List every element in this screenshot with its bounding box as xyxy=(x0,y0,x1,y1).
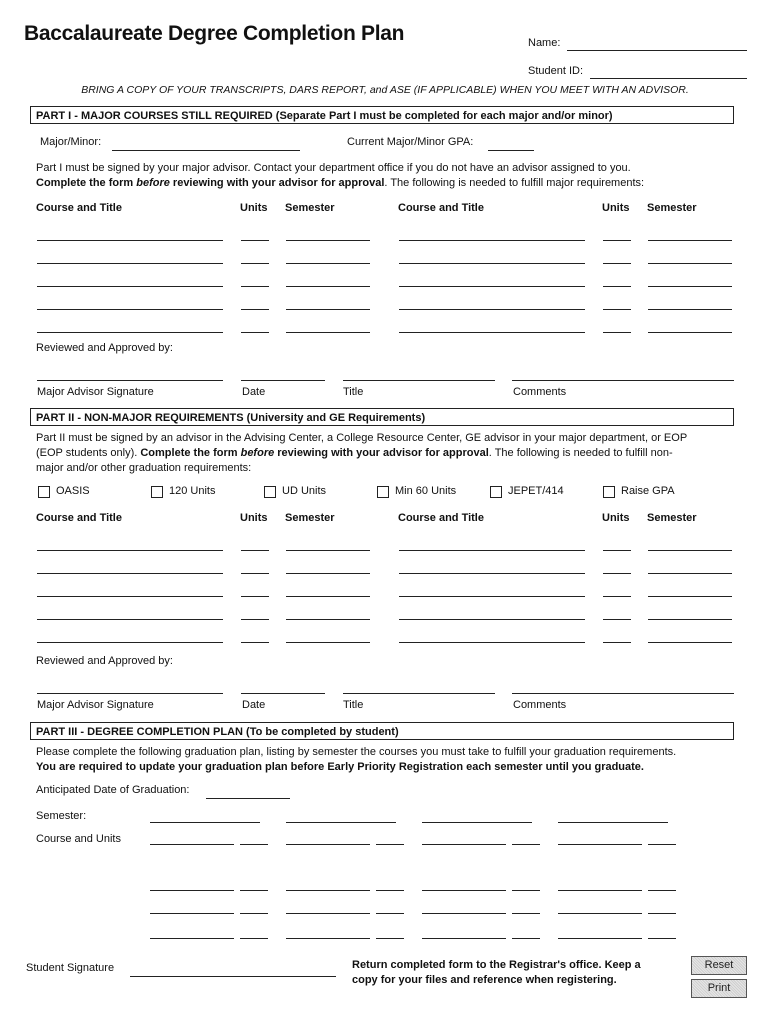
plan-sem1-row1-units-field[interactable] xyxy=(240,844,268,845)
part1-heading: PART I - MAJOR COURSES STILL REQUIRED (Separate Part I must be completed for each major and/or minor) xyxy=(30,106,734,124)
part1-row3-left-units-field[interactable] xyxy=(241,286,269,287)
part1-row1-left-course-title-field[interactable] xyxy=(37,240,223,241)
plan-sem2-row3-course-field[interactable] xyxy=(286,913,370,914)
student-signature-field[interactable] xyxy=(130,976,336,977)
part2-row4-left-course-title-field[interactable] xyxy=(37,619,223,620)
part1-line2-tail: . The following is needed to fulfill major requirements: xyxy=(384,177,645,189)
part2-row2-left-units-field[interactable] xyxy=(241,573,269,574)
part2-row5-right-units-field[interactable] xyxy=(603,642,631,643)
ud-units-checkbox[interactable] xyxy=(264,486,276,498)
return-line1: Return completed form to the Registrar's office. Keep a xyxy=(352,959,641,971)
plan-semester-1-field[interactable] xyxy=(150,822,260,823)
part2-row2-right-semester-field[interactable] xyxy=(648,573,732,574)
return-instructions xyxy=(352,958,641,988)
part1-row2-left-units-field[interactable] xyxy=(241,263,269,264)
plan-sem4-row1-course-field[interactable] xyxy=(558,844,642,845)
part1-row5-right-course-title-field[interactable] xyxy=(399,332,585,333)
part1-row4-right-units-field[interactable] xyxy=(603,309,631,310)
part1-row2-right-semester-field[interactable] xyxy=(648,263,732,264)
plan-sem4-row2-units-field[interactable] xyxy=(648,890,676,891)
col-semester-1b: Semester xyxy=(647,202,697,214)
120-units-label: 120 Units xyxy=(169,485,216,497)
min-60-units-label: Min 60 Units xyxy=(395,485,457,497)
part2-row5-right-semester-field[interactable] xyxy=(648,642,732,643)
part2-instructions-line2 xyxy=(36,446,687,461)
part2-row4-left-units-field[interactable] xyxy=(241,619,269,620)
part2-row4-right-semester-field[interactable] xyxy=(648,619,732,620)
part2-row2-right-course-title-field[interactable] xyxy=(399,573,585,574)
course-units-label: Course and Units xyxy=(36,833,121,845)
120-units-checkbox[interactable] xyxy=(151,486,163,498)
plan-sem3-row3-course-field[interactable] xyxy=(422,913,506,914)
plan-sem3-row1-course-field[interactable] xyxy=(422,844,506,845)
plan-sem2-row2-units-field[interactable] xyxy=(376,890,404,891)
col-units-2a: Units xyxy=(240,512,268,524)
title-field-2[interactable] xyxy=(343,693,495,694)
part1-row4-right-course-title-field[interactable] xyxy=(399,309,585,310)
part1-row1-right-course-title-field[interactable] xyxy=(399,240,585,241)
plan-sem2-row4-units-field[interactable] xyxy=(376,938,404,939)
col-units-1b: Units xyxy=(602,202,630,214)
plan-semester-3-field[interactable] xyxy=(422,822,532,823)
col-course-1a: Course and Title xyxy=(36,202,122,214)
plan-sem4-row2-course-field[interactable] xyxy=(558,890,642,891)
raise-gpa-label: Raise GPA xyxy=(621,485,675,497)
part1-row3-left-semester-field[interactable] xyxy=(286,286,370,287)
plan-sem2-row1-course-field[interactable] xyxy=(286,844,370,845)
plan-sem1-row2-course-field[interactable] xyxy=(150,890,234,891)
part1-instructions xyxy=(36,161,644,191)
part2-row1-left-semester-field[interactable] xyxy=(286,550,370,551)
part2-instructions-line3: major and/or other graduation requirements: xyxy=(36,462,252,474)
plan-sem2-row3-units-field[interactable] xyxy=(376,913,404,914)
col-units-2b: Units xyxy=(602,512,630,524)
part1-row5-left-course-title-field[interactable] xyxy=(37,332,223,333)
student-id-field[interactable] xyxy=(590,78,747,79)
raise-gpa-checkbox[interactable] xyxy=(603,486,615,498)
part2-bold-d: reviewing with your advisor for approval xyxy=(274,447,489,459)
major-minor-label: Major/Minor: xyxy=(40,136,102,148)
plan-sem1-row3-units-field[interactable] xyxy=(240,913,268,914)
part2-row3-right-semester-field[interactable] xyxy=(648,596,732,597)
part1-row5-right-semester-field[interactable] xyxy=(648,332,732,333)
jepet-414-label: JEPET/414 xyxy=(508,485,564,497)
advisor-signature-label-2: Major Advisor Signature xyxy=(37,699,154,711)
part2-row1-right-course-title-field[interactable] xyxy=(399,550,585,551)
comments-label-1: Comments xyxy=(513,386,567,398)
plan-sem3-row2-course-field[interactable] xyxy=(422,890,506,891)
col-semester-2b: Semester xyxy=(647,512,697,524)
part1-row4-left-semester-field[interactable] xyxy=(286,309,370,310)
part2-row3-right-units-field[interactable] xyxy=(603,596,631,597)
part3-heading: PART III - DEGREE COMPLETION PLAN (To be completed by student) xyxy=(30,722,734,740)
part2-heading: PART II - NON-MAJOR REQUIREMENTS (University and GE Requirements) xyxy=(30,408,734,426)
part2-bold-italic-before: before xyxy=(240,447,275,459)
date-label-2: Date xyxy=(242,699,266,711)
plan-sem1-row3-course-field[interactable] xyxy=(150,913,234,914)
date-label-1: Date xyxy=(242,386,266,398)
part2-row3-left-course-title-field[interactable] xyxy=(37,596,223,597)
plan-sem3-row4-units-field[interactable] xyxy=(512,938,540,939)
col-course-1b: Course and Title xyxy=(398,202,484,214)
jepet-414-checkbox[interactable] xyxy=(490,486,502,498)
part1-row1-right-semester-field[interactable] xyxy=(648,240,732,241)
part1-bold-italic-before: before xyxy=(136,177,170,189)
student-signature-label: Student Signature xyxy=(26,962,115,974)
plan-sem4-row3-course-field[interactable] xyxy=(558,913,642,914)
form-title: Baccalaureate Degree Completion Plan xyxy=(24,22,405,45)
plan-sem3-row1-units-field[interactable] xyxy=(512,844,540,845)
part1-row4-left-course-title-field[interactable] xyxy=(37,309,223,310)
part1-row4-right-semester-field[interactable] xyxy=(648,309,732,310)
part1-row3-right-semester-field[interactable] xyxy=(648,286,732,287)
semester-label: Semester: xyxy=(36,810,87,822)
student-id-label: Student ID: xyxy=(528,65,584,77)
plan-sem2-row2-course-field[interactable] xyxy=(286,890,370,891)
comments-field-1[interactable] xyxy=(512,380,734,381)
col-course-2a: Course and Title xyxy=(36,512,122,524)
part2-row3-right-course-title-field[interactable] xyxy=(399,596,585,597)
part2-row1-left-course-title-field[interactable] xyxy=(37,550,223,551)
part1-bold-a: Complete the form xyxy=(36,177,137,189)
part1-row3-left-course-title-field[interactable] xyxy=(37,286,223,287)
name-label: Name: xyxy=(528,37,561,49)
plan-sem4-row4-course-field[interactable] xyxy=(558,938,642,939)
title-label-1: Title xyxy=(343,386,364,398)
part2-row1-right-units-field[interactable] xyxy=(603,550,631,551)
plan-sem4-row1-units-field[interactable] xyxy=(648,844,676,845)
part1-instructions-line2 xyxy=(36,176,644,191)
plan-sem4-row3-units-field[interactable] xyxy=(648,913,676,914)
reset-button[interactable]: Reset xyxy=(691,956,747,975)
gpa-field[interactable] xyxy=(488,150,534,151)
part2-row1-left-units-field[interactable] xyxy=(241,550,269,551)
part2-row5-left-course-title-field[interactable] xyxy=(37,642,223,643)
part2-row5-left-semester-field[interactable] xyxy=(286,642,370,643)
date-field-1[interactable] xyxy=(241,380,325,381)
plan-sem3-row2-units-field[interactable] xyxy=(512,890,540,891)
anticipated-graduation-label: Anticipated Date of Graduation: xyxy=(36,784,190,796)
part1-row2-right-units-field[interactable] xyxy=(603,263,631,264)
part2-instructions xyxy=(36,431,687,476)
part1-row4-left-units-field[interactable] xyxy=(241,309,269,310)
part1-row2-left-course-title-field[interactable] xyxy=(37,263,223,264)
part1-instructions-line1: Part I must be signed by your major advisor. Contact your department office if you do not have an advisor assigned to you. xyxy=(36,162,631,174)
part3-instructions-line2: You are required to update your graduation plan before Early Priority Registration each semester until you graduate. xyxy=(36,761,644,773)
part2-row3-left-semester-field[interactable] xyxy=(286,596,370,597)
part2-row3-left-units-field[interactable] xyxy=(241,596,269,597)
part2-bold-b: Complete the form xyxy=(140,447,241,459)
part1-row1-left-semester-field[interactable] xyxy=(286,240,370,241)
part2-row2-left-semester-field[interactable] xyxy=(286,573,370,574)
part2-row1-right-semester-field[interactable] xyxy=(648,550,732,551)
reviewed-label-1: Reviewed and Approved by: xyxy=(36,342,173,354)
plan-sem3-row4-course-field[interactable] xyxy=(422,938,506,939)
part2-row4-right-course-title-field[interactable] xyxy=(399,619,585,620)
part1-row5-left-units-field[interactable] xyxy=(241,332,269,333)
comments-field-2[interactable] xyxy=(512,693,734,694)
part1-row5-left-semester-field[interactable] xyxy=(286,332,370,333)
plan-sem1-row4-course-field[interactable] xyxy=(150,938,234,939)
part2-row5-right-course-title-field[interactable] xyxy=(399,642,585,643)
plan-sem1-row1-course-field[interactable] xyxy=(150,844,234,845)
part2-row4-left-semester-field[interactable] xyxy=(286,619,370,620)
date-field-2[interactable] xyxy=(241,693,325,694)
gpa-label: Current Major/Minor GPA: xyxy=(347,136,474,148)
part1-row1-left-units-field[interactable] xyxy=(241,240,269,241)
bring-notice: BRING A COPY OF YOUR TRANSCRIPTS, DARS REPORT, and ASE (IF APPLICABLE) WHEN YOU MEET WITH AN ADVISOR. xyxy=(81,84,689,96)
part1-row3-right-course-title-field[interactable] xyxy=(399,286,585,287)
min-60-units-checkbox[interactable] xyxy=(377,486,389,498)
part3-instructions xyxy=(36,745,676,775)
title-field-1[interactable] xyxy=(343,380,495,381)
part1-bold-c: reviewing with your advisor for approval xyxy=(169,177,385,189)
return-line2: copy for your files and reference when registering. xyxy=(352,974,617,986)
part1-row3-right-units-field[interactable] xyxy=(603,286,631,287)
comments-label-2: Comments xyxy=(513,699,567,711)
part1-row5-right-units-field[interactable] xyxy=(603,332,631,333)
plan-sem3-row3-units-field[interactable] xyxy=(512,913,540,914)
col-course-2b: Course and Title xyxy=(398,512,484,524)
ud-units-label: UD Units xyxy=(282,485,327,497)
col-semester-2a: Semester xyxy=(285,512,335,524)
advisor-signature-field-2[interactable] xyxy=(37,693,223,694)
plan-sem1-row2-units-field[interactable] xyxy=(240,890,268,891)
print-button[interactable]: Print xyxy=(691,979,747,998)
major-minor-field[interactable] xyxy=(112,150,300,151)
plan-sem1-row4-units-field[interactable] xyxy=(240,938,268,939)
part3-instructions-line1: Please complete the following graduation plan, listing by semester the courses you must take to fulfill your graduation requirements. xyxy=(36,746,677,758)
reviewed-label-2: Reviewed and Approved by: xyxy=(36,655,173,667)
part2-row2-left-course-title-field[interactable] xyxy=(37,573,223,574)
part2-row5-left-units-field[interactable] xyxy=(241,642,269,643)
title-label-2: Title xyxy=(343,699,364,711)
plan-sem2-row1-units-field[interactable] xyxy=(376,844,404,845)
part2-instructions-line1: Part II must be signed by an advisor in the Advising Center, a College Resource Center, GE advisor in your major department, or EOP xyxy=(36,432,688,444)
part2-row4-right-units-field[interactable] xyxy=(603,619,631,620)
part2-row2-right-units-field[interactable] xyxy=(603,573,631,574)
col-semester-1a: Semester xyxy=(285,202,335,214)
plan-semester-2-field[interactable] xyxy=(286,822,396,823)
plan-sem2-row4-course-field[interactable] xyxy=(286,938,370,939)
plan-sem4-row4-units-field[interactable] xyxy=(648,938,676,939)
oasis-label: OASIS xyxy=(56,485,90,497)
col-units-1a: Units xyxy=(240,202,268,214)
name-field[interactable] xyxy=(567,50,747,51)
part2-line2-tail: . The following is needed to fulfill non- xyxy=(488,447,673,459)
anticipated-graduation-field[interactable] xyxy=(206,798,290,799)
advisor-signature-label-1: Major Advisor Signature xyxy=(37,386,154,398)
part2-line2-start: (EOP students only). xyxy=(36,447,141,459)
advisor-signature-field-1[interactable] xyxy=(37,380,223,381)
part1-row2-left-semester-field[interactable] xyxy=(286,263,370,264)
part1-row1-right-units-field[interactable] xyxy=(603,240,631,241)
oasis-checkbox[interactable] xyxy=(38,486,50,498)
part1-row2-right-course-title-field[interactable] xyxy=(399,263,585,264)
plan-semester-4-field[interactable] xyxy=(558,822,668,823)
